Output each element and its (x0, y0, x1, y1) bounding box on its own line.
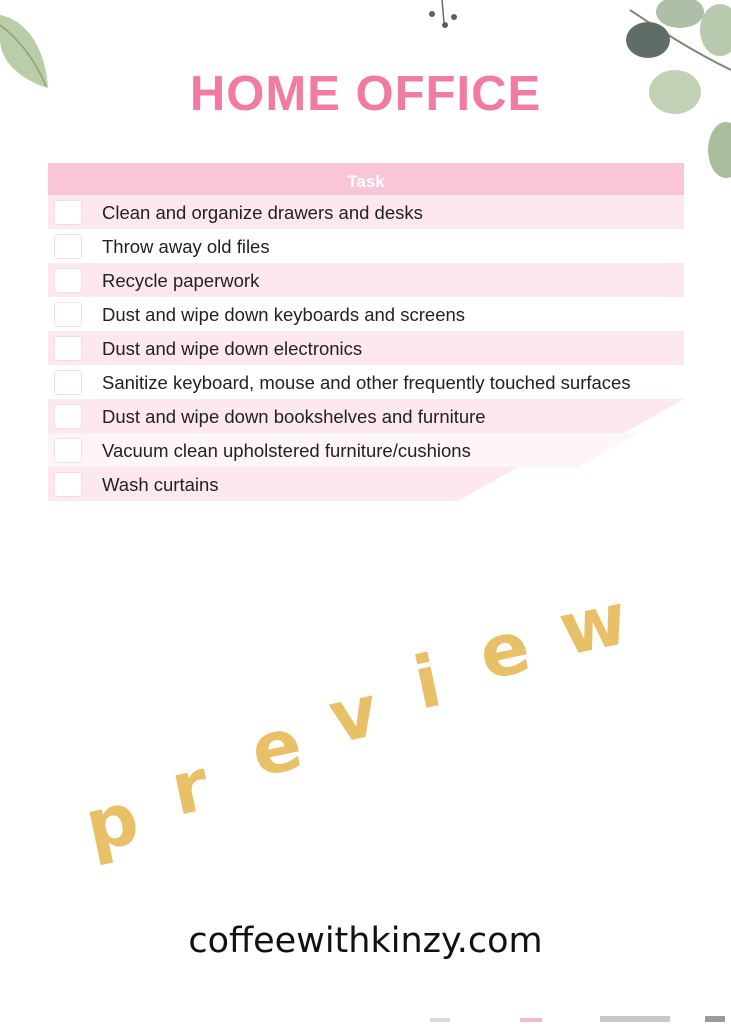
task-table (48, 163, 684, 501)
task-row (48, 331, 684, 365)
task-row (48, 229, 684, 263)
task-label: Dust and wipe down bookshelves and furniture (102, 406, 486, 427)
sprig-top-center-decoration (418, 0, 468, 30)
watermark-letter: e (471, 603, 538, 697)
task-label: Dust and wipe down electronics (102, 338, 363, 359)
bottom-decoration (420, 1014, 731, 1024)
task-label: Vacuum clean upholstered furniture/cushions (102, 440, 471, 461)
task-checkbox[interactable] (54, 200, 82, 225)
task-label: Dust and wipe down keyboards and screens (102, 304, 466, 325)
task-row (48, 467, 684, 501)
page-title: HOME OFFICE (189, 67, 542, 121)
task-checkbox[interactable] (54, 234, 82, 259)
task-label: Throw away old files (102, 236, 270, 257)
task-checkbox[interactable] (54, 370, 82, 395)
task-list (48, 195, 684, 501)
watermark-letter: p (77, 775, 146, 869)
task-row (48, 297, 684, 331)
task-checkbox[interactable] (54, 268, 82, 293)
task-label: Sanitize keyboard, mouse and other frequently touched surfaces (102, 372, 631, 393)
task-label: Wash curtains (102, 474, 219, 495)
watermark-letter: v (321, 668, 386, 760)
watermark-letter: r (163, 742, 216, 832)
task-row (48, 399, 684, 433)
watermark-letter: i (406, 638, 449, 726)
task-checkbox[interactable] (54, 472, 82, 497)
task-label: Clean and organize drawers and desks (102, 202, 423, 223)
task-label: Recycle paperwork (102, 270, 260, 291)
task-checkbox[interactable] (54, 404, 82, 429)
watermark-letter: e (243, 700, 310, 794)
task-row (48, 365, 684, 399)
task-checkbox[interactable] (54, 336, 82, 361)
table-header: Task (48, 163, 684, 195)
watermark-letter: w (551, 576, 635, 672)
site-footer: coffeewithkinzy.com (188, 921, 543, 961)
task-checkbox[interactable] (54, 302, 82, 327)
task-row (48, 195, 684, 229)
task-row (48, 433, 684, 467)
task-checkbox[interactable] (54, 438, 82, 463)
task-row (48, 263, 684, 297)
